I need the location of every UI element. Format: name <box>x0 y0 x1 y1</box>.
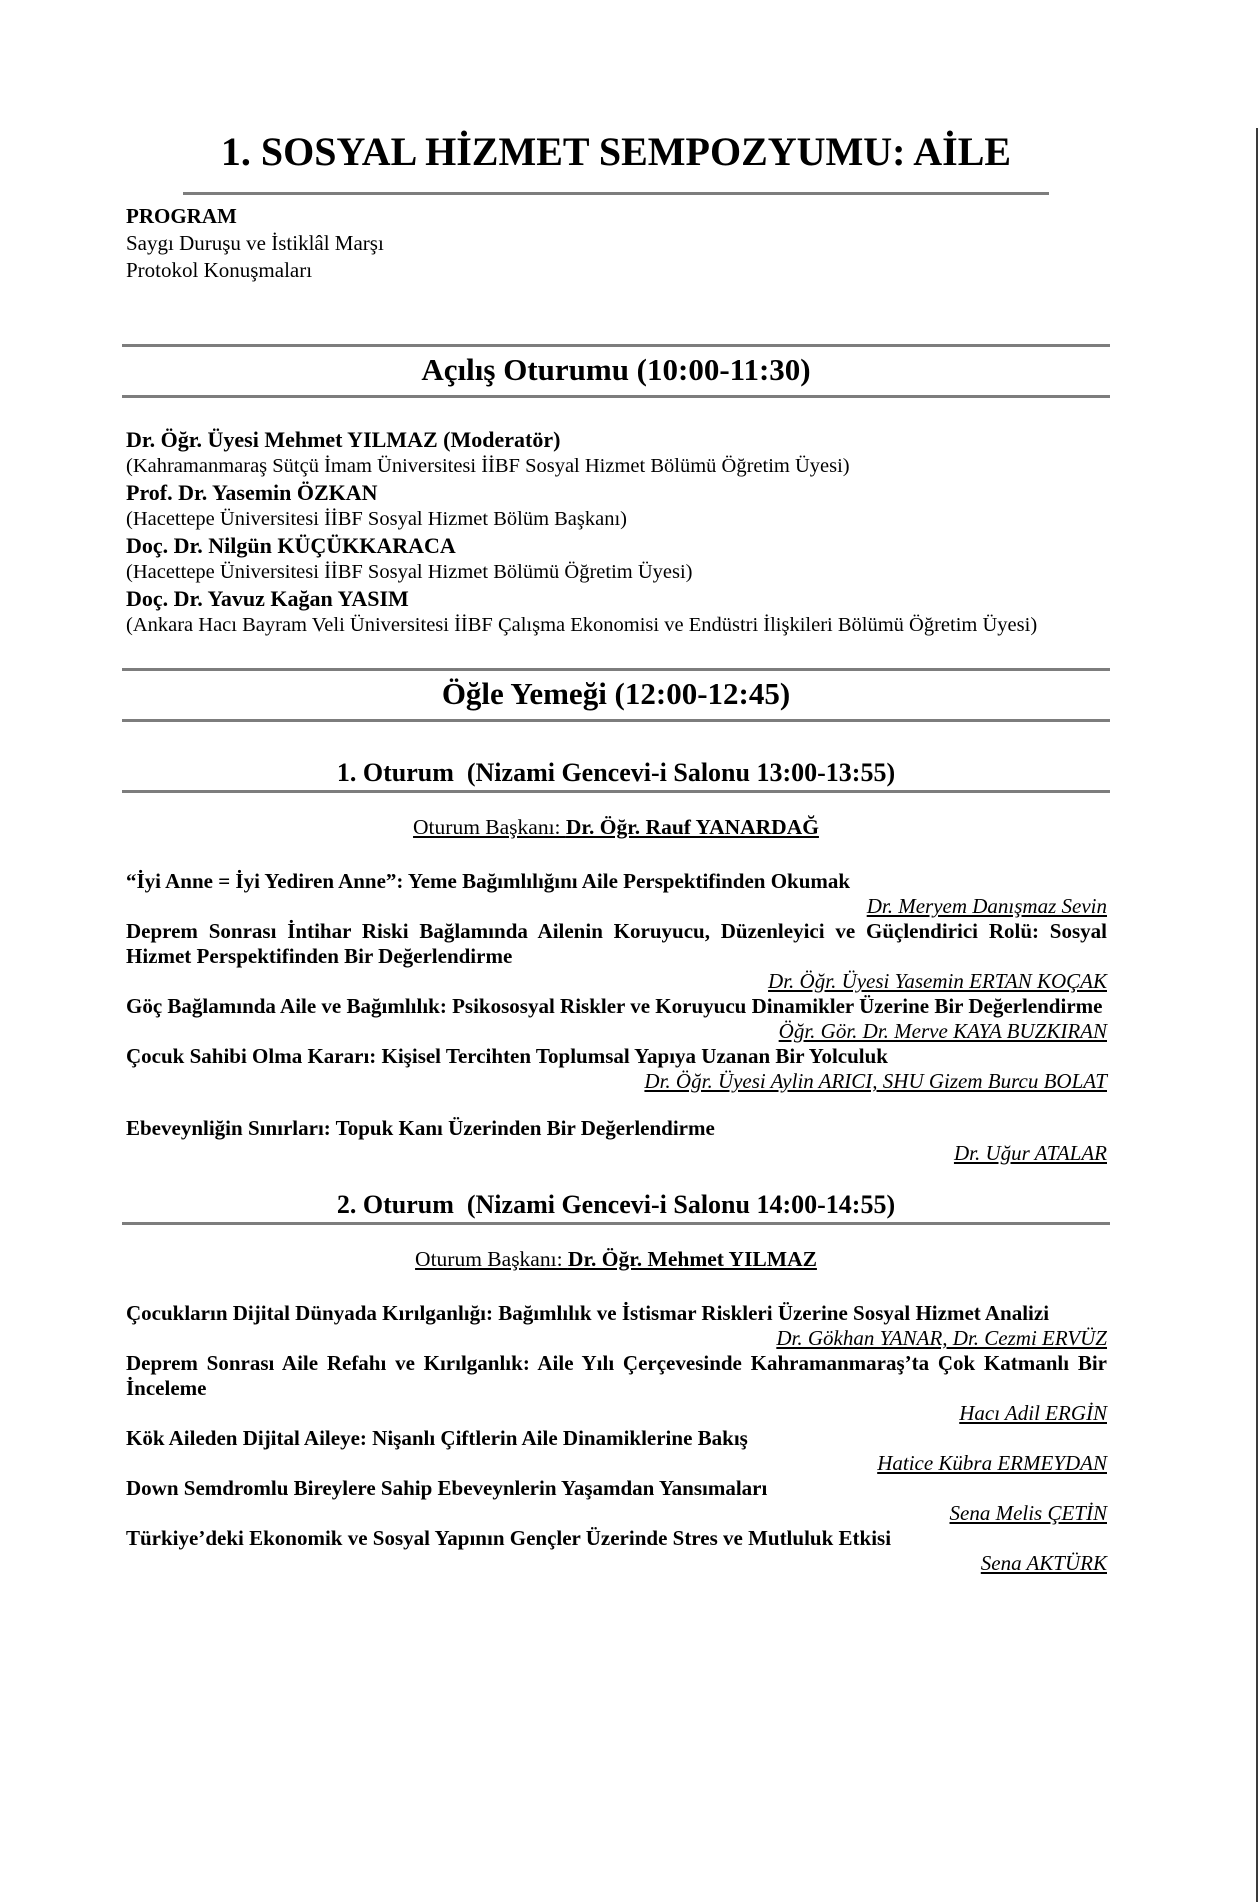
session-1-chair <box>122 815 1110 839</box>
session-2-talks <box>122 1301 1110 1576</box>
talk-item <box>126 994 1107 1044</box>
chair-name: Dr. Öğr. Rauf YANARDAĞ <box>565 815 819 839</box>
session-1-talks <box>122 869 1110 1166</box>
talk-title: Ebeveynliğin Sınırları: Topuk Kanı Üzerinden Bir Değerlendirme <box>126 1116 715 1140</box>
talk-authors: Dr. Gökhan YANAR, Dr. Cezmi ERVÜZ <box>776 1326 1107 1350</box>
talk-item <box>126 1044 1107 1094</box>
speaker-item <box>126 479 1110 532</box>
talk-authors: Hacı Adil ERGİN <box>959 1401 1107 1425</box>
program-heading: PROGRAM <box>126 204 237 228</box>
program-document <box>122 128 1110 1576</box>
talk-item <box>126 1476 1107 1526</box>
chair-label: Oturum Başkanı: <box>413 815 566 839</box>
talk-authors: Öğr. Gör. Dr. Merve KAYA BUZKIRAN <box>778 1019 1107 1043</box>
talk-title: “İyi Anne = İyi Yediren Anne”: Yeme Bağımlılığını Aile Perspektifinden Okumak <box>126 869 851 893</box>
session-2-header: 2. Oturum (Nizami Gencevi-i Salonu 14:00-14:55) <box>336 1190 896 1219</box>
speaker-item <box>126 585 1110 638</box>
talk-item <box>126 1426 1107 1476</box>
speaker-affiliation: (Hacettepe Üniversitesi İİBF Sosyal Hizmet Bölümü Öğretim Üyesi) <box>126 561 693 583</box>
page-title: 1. SOSYAL HİZMET SEMPOZYUMU: AİLE <box>220 129 1012 174</box>
talk-title: Deprem Sonrası İntihar Riski Bağlamında Ailenin Koruyucu, Düzenleyici ve Güçlendirici Rolü: Sosyal Hizmet Perspektifinden Bir Değerlendirme <box>126 919 1107 968</box>
speaker-name: Doç. Dr. Nilgün KÜÇÜKKARACA <box>126 533 456 558</box>
divider <box>122 790 1110 793</box>
speaker-item <box>126 426 1110 479</box>
talk-authors: Sena Melis ÇETİN <box>949 1501 1107 1525</box>
speaker-name: Dr. Öğr. Üyesi Mehmet YILMAZ (Moderatör) <box>126 427 561 452</box>
lunch-title: Öğle Yemeği (12:00-12:45) <box>441 676 791 711</box>
talk-title: Deprem Sonrası Aile Refahı ve Kırılganlık: Aile Yılı Çerçevesinde Kahramanmaraş’ta Çok Katmanlı Bir İnceleme <box>126 1351 1107 1400</box>
talk-title: Göç Bağlamında Aile ve Bağımlılık: Psikososyal Riskler ve Koruyucu Dinamikler Üzerine Bir Değerlendirme <box>126 994 1103 1018</box>
talk-item <box>126 1301 1107 1351</box>
talk-title: Down Semdromlu Bireylere Sahip Ebeveynlerin Yaşamdan Yansımaları <box>126 1476 768 1500</box>
speaker-name: Doç. Dr. Yavuz Kağan YASIM <box>126 586 409 611</box>
title-underline <box>183 192 1049 195</box>
opening-speakers-list <box>122 426 1110 638</box>
divider <box>122 1222 1110 1225</box>
talk-title: Kök Aileden Dijital Aileye: Nişanlı Çiftlerin Aile Dinamiklerine Bakış <box>126 1426 748 1450</box>
document-page <box>0 128 1258 1902</box>
session-2-chair <box>122 1247 1110 1271</box>
talk-item <box>126 1116 1107 1166</box>
talk-title: Çocuk Sahibi Olma Kararı: Kişisel Tercihten Toplumsal Yapıya Uzanan Bir Yolculuk <box>126 1044 888 1068</box>
talk-authors: Dr. Öğr. Üyesi Aylin ARICI, SHU Gizem Burcu BOLAT <box>644 1069 1107 1093</box>
speaker-affiliation: (Ankara Hacı Bayram Veli Üniversitesi İİBF Çalışma Ekonomisi ve Endüstri İlişkileri Bölümü Öğretim Üyesi) <box>126 614 1038 636</box>
divider <box>122 719 1110 722</box>
session-1-header: 1. Oturum (Nizami Gencevi-i Salonu 13:00-13:55) <box>336 758 896 787</box>
talk-item <box>126 869 1107 919</box>
talk-item <box>126 1526 1107 1576</box>
chair-name: Dr. Öğr. Mehmet YILMAZ <box>567 1247 817 1271</box>
program-item: Saygı Duruşu ve İstiklâl Marşı <box>126 231 384 255</box>
program-item: Protokol Konuşmaları <box>126 258 313 282</box>
talk-authors: Dr. Uğur ATALAR <box>953 1141 1107 1165</box>
program-block <box>122 203 1110 284</box>
talk-authors: Dr. Öğr. Üyesi Yasemin ERTAN KOÇAK <box>768 969 1107 993</box>
opening-session-title: Açılış Oturumu (10:00-11:30) <box>421 352 811 387</box>
talk-title: Türkiye’deki Ekonomik ve Sosyal Yapının Gençler Üzerinde Stres ve Mutluluk Etkisi <box>126 1526 892 1550</box>
talk-authors: Hatice Kübra ERMEYDAN <box>877 1451 1107 1475</box>
talk-item <box>126 1351 1107 1426</box>
talk-authors: Sena AKTÜRK <box>980 1551 1107 1575</box>
divider <box>122 395 1110 398</box>
speaker-affiliation: (Hacettepe Üniversitesi İİBF Sosyal Hizmet Bölüm Başkanı) <box>126 508 628 530</box>
talk-authors: Dr. Meryem Danışmaz Sevin <box>866 894 1107 918</box>
chair-label: Oturum Başkanı: <box>415 1247 568 1271</box>
speaker-affiliation: (Kahramanmaraş Sütçü İmam Üniversitesi İİBF Sosyal Hizmet Bölümü Öğretim Üyesi) <box>126 455 850 477</box>
talk-item <box>126 919 1107 994</box>
talk-title: Çocukların Dijital Dünyada Kırılganlığı: Bağımlılık ve İstismar Riskleri Üzerine Sosyal Hizmet Analizi <box>126 1301 1050 1325</box>
speaker-name: Prof. Dr. Yasemin ÖZKAN <box>126 480 378 505</box>
speaker-item <box>126 532 1110 585</box>
